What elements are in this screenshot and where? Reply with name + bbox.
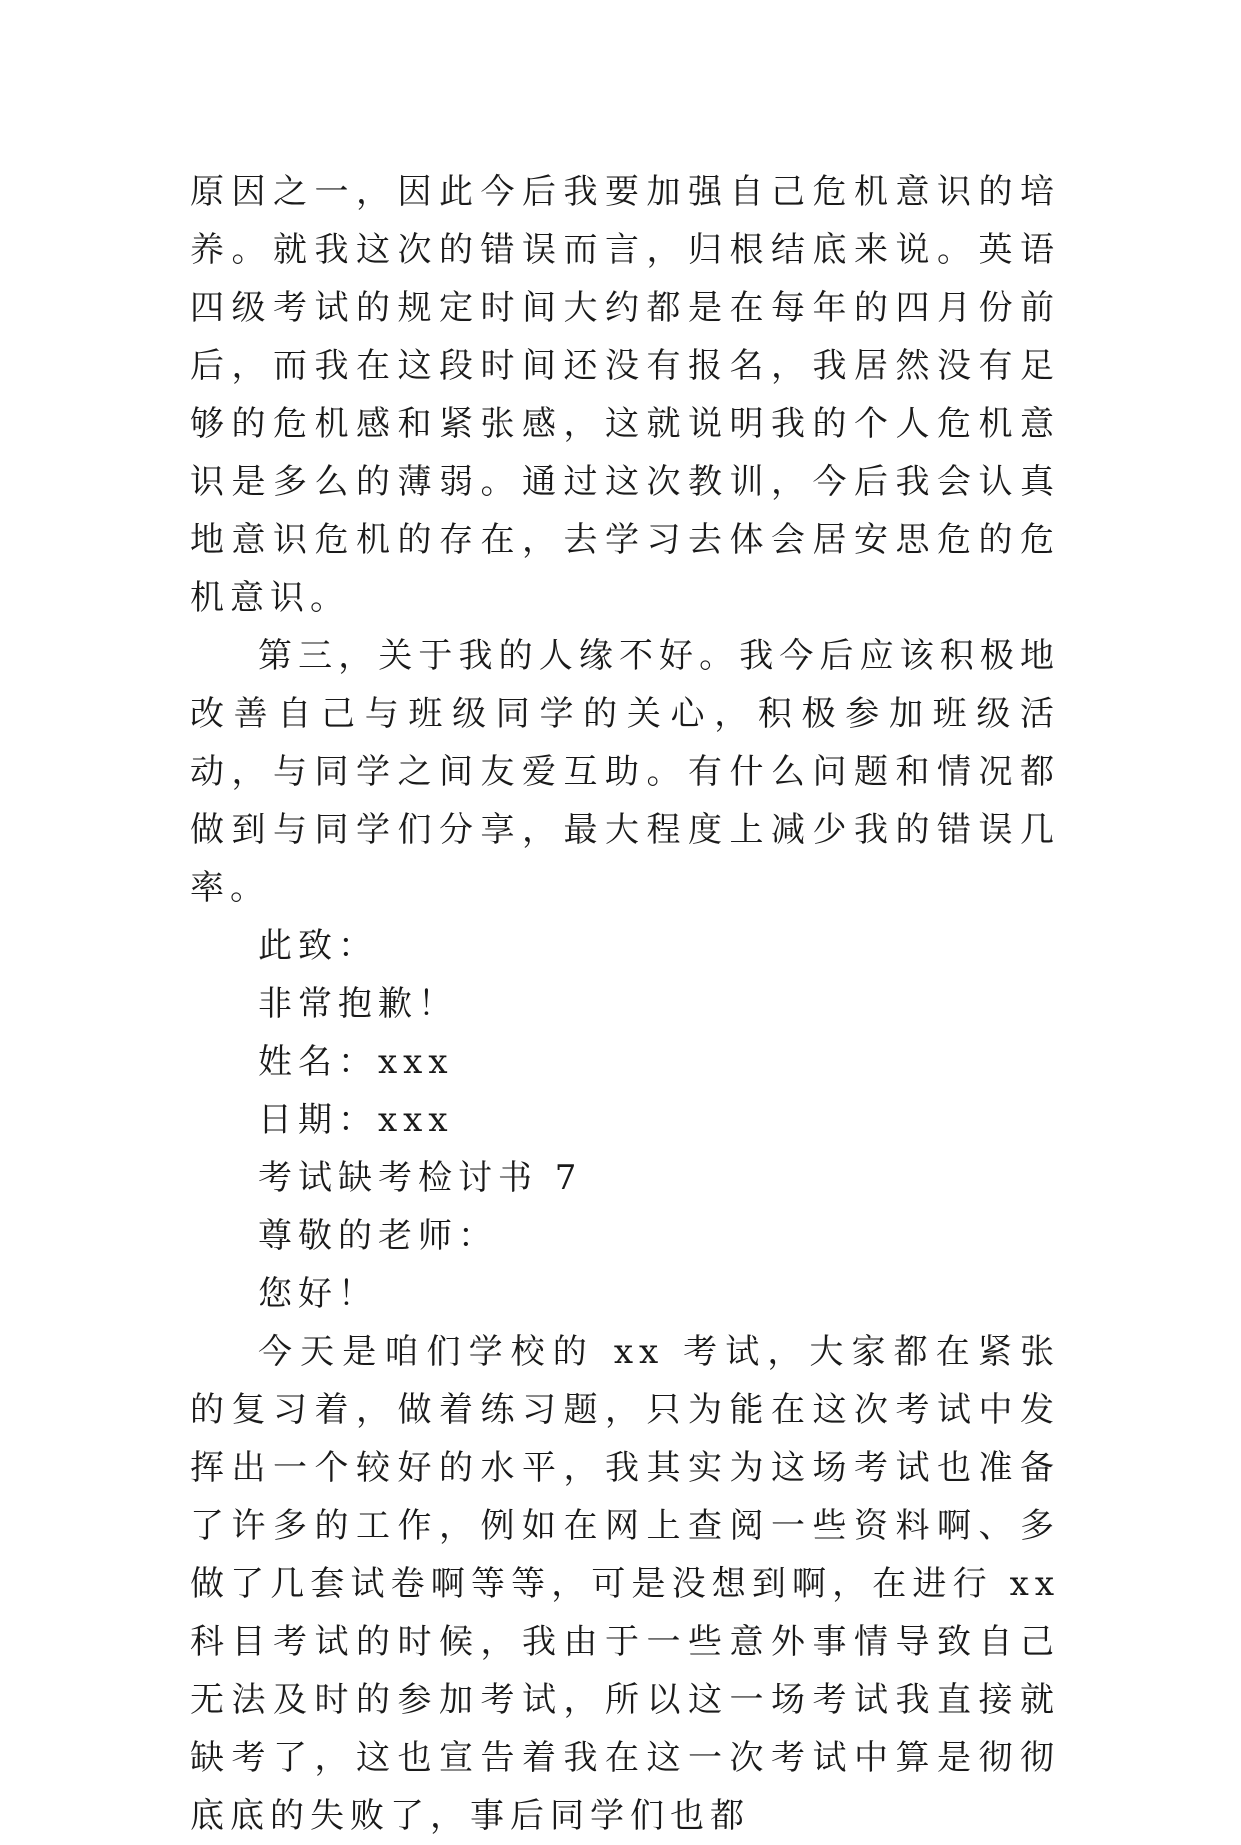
section-title: 考试缺考检讨书 7 xyxy=(258,1158,583,1198)
name-line: 姓名：xxx xyxy=(258,1042,454,1082)
paragraph-third-point: 第三，关于我的人缘不好。我今后应该积极地改善自己与班级同学的关心，积极参加班级活动，与同学之间友爱互助。有什么问题和情况都做到与同学们分享，最大程度上减少我的错误几率。 xyxy=(190,636,1060,908)
paragraph-crisis-awareness: 原因之一，因此今后我要加强自己危机意识的培养。就我这次的错误而言，归根结底来说。英语四级考试的规定时间大约都是在每年的四月份前后，而我在这段时间还没有报名，我居然没有足够的危机感和紧张感，这就说明我的个人危机意识是多么的薄弱。通过这次教训，今后我会认真地意识危机的存在，去学习去体会居安思危的危机意识。 xyxy=(190,172,1060,618)
document-body xyxy=(190,163,1060,1845)
greeting-line: 您好！ xyxy=(258,1274,378,1314)
paragraph-exam-absence: 今天是咱们学校的 xx 考试，大家都在紧张的复习着，做着练习题，只为能在这次考试中发挥出一个较好的水平，我其实为这场考试也准备了许多的工作，例如在网上查阅一些资料啊、多做了几套试卷啊等等，可是没想到啊，在进行 xx 科目考试的时候，我由于一些意外事情导致自己无法及时的参加考试，所以这一场考试我直接就缺考了，这也宣告着我在这一次考试中算是彻彻底底的失败了，事后同学们也都 xyxy=(190,1332,1060,1836)
closing-line: 此致： xyxy=(258,926,378,966)
apology-line: 非常抱歉！ xyxy=(258,984,458,1024)
salutation-line: 尊敬的老师： xyxy=(258,1216,498,1256)
date-line: 日期：xxx xyxy=(258,1100,454,1140)
